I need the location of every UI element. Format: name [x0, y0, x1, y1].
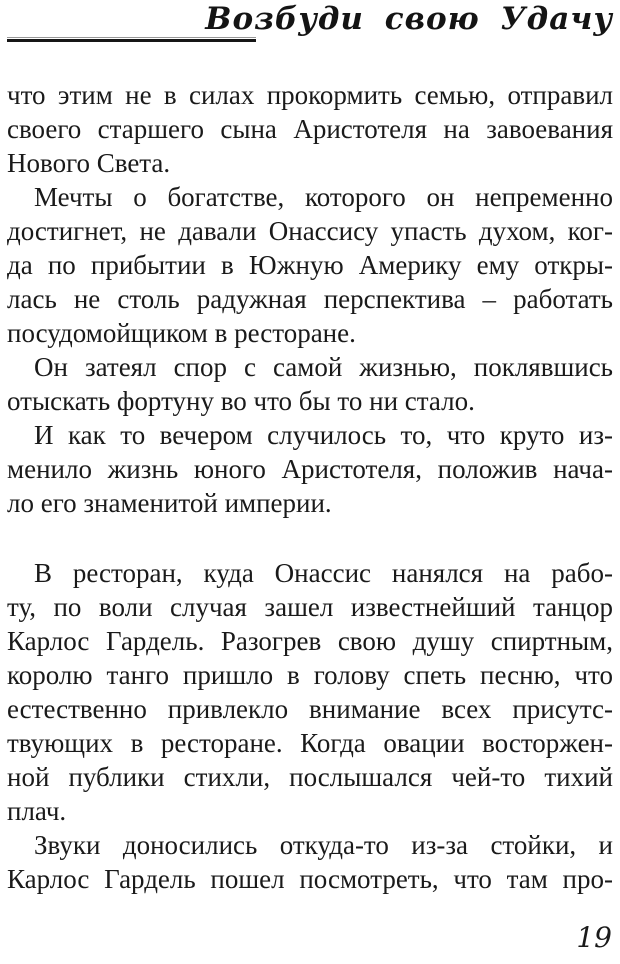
text-line: своего старшего сына Аристотеля на завоевания [7, 114, 613, 144]
text-line: отыскать фортуну во что бы то ни стало. [7, 386, 475, 416]
header-rule-divider [7, 37, 256, 42]
text-line: посудомойщиком в ресторане. [7, 318, 356, 348]
text-line: Карлос Гардель. Разогрев свою душу спиртным, [7, 626, 613, 656]
text-line: плач. [7, 796, 67, 826]
paragraph [7, 78, 613, 180]
text-line: менило жизнь юного Аристотеля, положив нача- [7, 454, 613, 484]
header-rule-thin-line [7, 37, 256, 38]
paragraph [7, 556, 613, 828]
text-line: лась не столь радужная перспектива – работать [7, 284, 613, 314]
body-text [0, 78, 620, 896]
text-line: И как то вечером случилось то, что круто из- [34, 420, 613, 450]
text-line: королю танго пришло в голову спеть песню, что [7, 660, 613, 690]
text-line: достигнет, не давали Онассису упасть духом, ког- [7, 216, 613, 246]
header-rule-thick-line [7, 39, 256, 42]
paragraph [7, 350, 613, 418]
text-line: что этим не в силах прокормить семью, отправил [7, 80, 613, 110]
text-line: ло его знаменитой империи. [7, 488, 332, 518]
paragraph [7, 418, 613, 520]
paragraph [7, 180, 613, 350]
text-line: да по прибытии в Южную Америку ему откры- [7, 250, 613, 280]
paragraph [7, 828, 613, 896]
page-number: 19 [576, 921, 612, 954]
text-line: твующих в ресторане. Когда овации восторжен- [7, 728, 613, 758]
text-line: ной публики стихли, послышался чей-то тихий [7, 762, 613, 792]
text-line: Карлос Гардель пошел посмотреть, что там про- [7, 864, 613, 894]
text-line: Звуки доносились откуда-то из-за стойки, и [34, 830, 613, 860]
text-line: Мечты о богатстве, которого он непременно [34, 182, 613, 212]
running-header-title: Возбуди свою Удачу [205, 1, 613, 37]
text-line: Нового Света. [7, 148, 171, 178]
text-line: В ресторан, куда Онассис нанялся на рабо- [34, 558, 613, 588]
text-line: Он затеял спор с самой жизнью, поклявшись [34, 352, 613, 382]
text-line: ту, по воли случая зашел известнейший танцор [7, 592, 613, 622]
text-line: естественно привлекло внимание всех присутс- [7, 694, 613, 724]
